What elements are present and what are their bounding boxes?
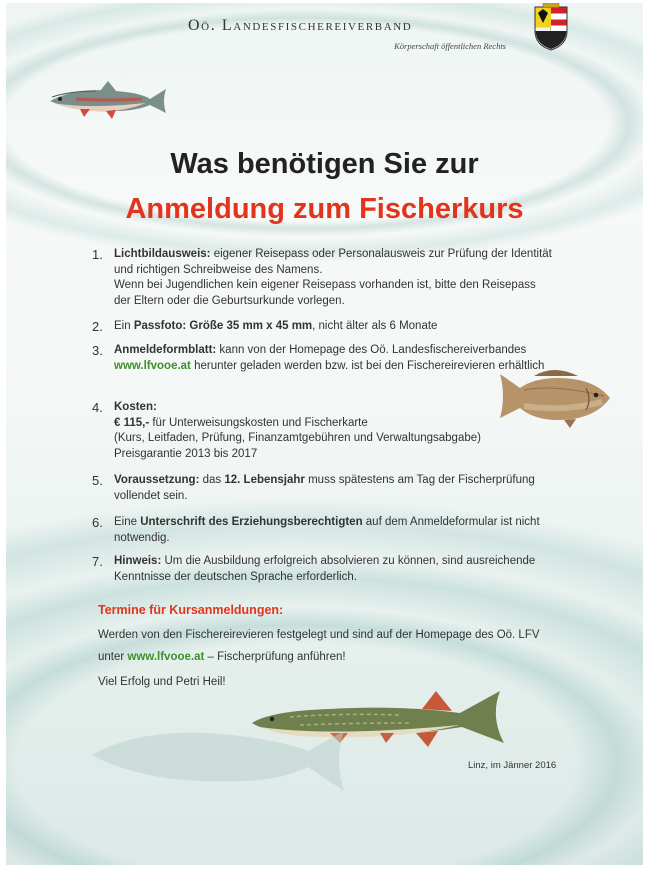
termine-line-1: Werden von den Fischereirevieren festgelegt und sind auf der Homepage des Oö. LFV [98,629,540,641]
dateline: Linz, im Jänner 2016 [468,760,557,771]
item-text: eigener Reisepass oder Personalausweis zur Prüfung der Identität und richtigen Schreibweise des Namens. [114,248,552,276]
termine-line-2-suffix: – Fischerprüfung anführen! [204,651,346,663]
item-text: Um die Ausbildung erfolgreich absolvieren zu können, sind ausreichende Kenntnisse der deutschen Sprache erforderlich. [114,555,536,583]
list-item [92,515,552,546]
item-label: Passfoto: Größe 35 mm x 45 mm [133,320,313,332]
item-bold: 12. Lebensjahr [224,474,305,486]
org-subtitle: Körperschaft öffentlichen Rechts [394,41,506,51]
item-prefix: Ein [114,320,134,332]
price-text: für Unterweisungskosten und Fischerkarte [149,416,368,429]
list-item [92,473,552,504]
termine-line-2-prefix: unter [98,651,128,663]
flyer-page [6,3,643,865]
list-item [92,554,552,585]
item-number: 7. [92,554,103,569]
price-guarantee: Preisgarantie 2013 bis 2017 [114,447,258,460]
item-label: Kosten: [114,401,157,413]
list-item [92,343,552,374]
item-text: das [199,474,225,486]
termine-heading: Termine für Kursanmeldungen: [98,603,284,617]
coat-of-arms-icon [533,3,569,51]
item-number: 3. [92,343,103,358]
item-number: 1. [92,247,103,262]
item-text: kann von der Homepage des Oö. Landesfischereiverbandes [216,344,527,356]
closing-greeting: Viel Erfolg und Petri Heil! [98,676,226,688]
trout-illustration [46,79,170,123]
homepage-link[interactable]: www.lfvooe.at [127,651,205,663]
page-title: Was benötigen Sie zur [170,148,479,180]
list-item [92,400,552,462]
price: € 115,- [114,416,150,429]
item-text-2: herunter geladen werden bzw. ist bei den Fischereirevieren erhältlich [190,359,545,372]
item-label: Unterschrift des Erziehungsberechtigten [140,516,363,528]
list-item [92,319,552,335]
item-text: , nicht älter als 6 Monate [312,320,438,332]
termine-text [98,624,578,668]
item-text-2: muss spätestens am Tag der Fischerprüfung vollendet sein. [114,474,535,502]
item-number: 6. [92,515,103,530]
item-label: Voraussetzung: [114,474,200,486]
org-name: Oö. Landesfischereiverband [188,17,413,34]
item-number: 2. [92,319,103,334]
faded-fish-illustration [88,715,348,799]
item-prefix: Eine [114,516,141,528]
price-detail: (Kurs, Leitfaden, Prüfung, Finanzamtgebühren und Verwaltungsabgabe) [114,432,481,445]
item-number: 4. [92,400,103,415]
page-subtitle: Anmeldung zum Fischerkurs [125,193,524,225]
item-label: Anmeldeformblatt: [114,344,217,356]
homepage-link[interactable]: www.lfvooe.at [114,359,191,372]
item-number: 5. [92,473,103,488]
item-label: Hinweis: [114,555,162,567]
item-text: auf dem Anmeldeformular ist nicht notwendig. [114,516,540,544]
list-item [92,247,552,309]
item-extra: Wenn bei Jugendlichen kein eigener Reisepass vorhanden ist, bitte den Reisepass der Eltern oder die Geburtsurkunde vorlegen. [114,279,536,307]
item-label: Lichtbildausweis: [114,248,211,260]
